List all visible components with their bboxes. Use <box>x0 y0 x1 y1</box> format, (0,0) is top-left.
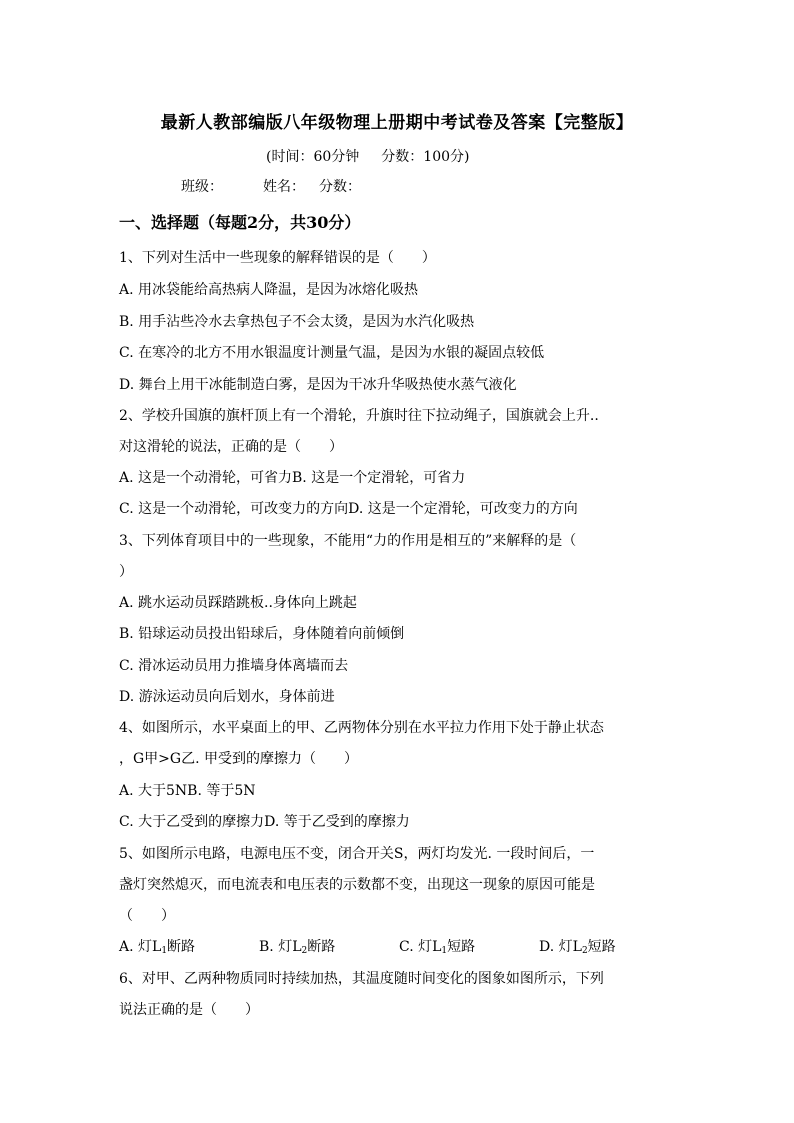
question-4-options-cd: C. 大于乙受到的摩擦力D. 等于乙受到的摩擦力 <box>119 814 410 830</box>
question-3-option-c: C. 滑冰运动员用力推墙身体离墙而去 <box>119 658 349 674</box>
question-4-stem-line2: ，G甲>G乙. 甲受到的摩擦力（ ） <box>119 751 358 767</box>
question-1-stem: 1、下列对生活中一些现象的解释错误的是（ ） <box>119 250 436 266</box>
question-1-option-b: B. 用手沾些冷水去拿热包子不会太烫，是因为水汽化吸热 <box>119 314 475 330</box>
question-5-stem-line1: 5、如图所示电路，电源电压不变，闭合开关S，两灯均发光. 一段时间后，一 <box>119 846 595 862</box>
student-info <box>181 176 361 196</box>
question-5-stem-line2: 盏灯突然熄灭，而电流表和电压表的示数都不变，出现这一现象的原因可能是 <box>119 877 595 893</box>
question-5-option-d: D. 灯$L_2$短路 <box>539 939 616 956</box>
section-heading: 一、选择题（每题2分，共30分） <box>119 213 361 232</box>
score-label: 分数： <box>319 179 361 195</box>
question-1-option-d: D. 舞台上用干冰能制造白雾，是因为干冰升华吸热使水蒸气液化 <box>119 377 517 393</box>
question-3-stem-line1: 3、下列体育项目中的一些现象，不能用“力的作用是相互的”来解释的是（ <box>119 533 577 549</box>
question-3-option-b: B. 铅球运动员投出铅球后，身体随着向前倾倒 <box>119 626 405 642</box>
question-6-stem-line2: 说法正确的是（ ） <box>119 1002 259 1018</box>
question-2-options-cd: C. 这是一个动滑轮，可改变力的方向D. 这是一个定滑轮，可改变力的方向 <box>119 501 578 517</box>
question-5-option-a: A. 灯$L_1$断路 <box>119 939 196 956</box>
question-2-options-ab: A. 这是一个动滑轮，可省力B. 这是一个定滑轮，可省力 <box>119 470 466 486</box>
question-5-option-b: B. 灯$L_2$断路 <box>259 939 336 956</box>
exam-meta <box>266 146 491 166</box>
question-1-option-a: A. 用冰袋能给高热病人降温，是因为冰熔化吸热 <box>119 282 419 298</box>
question-3-option-d: D. 游泳运动员向后划水，身体前进 <box>119 689 335 705</box>
total-score: 分数：100分) <box>381 149 470 165</box>
question-3-stem-line2: ） <box>119 564 133 580</box>
question-4-options-ab: A. 大于5NB. 等于5N <box>119 783 256 799</box>
time-limit: (时间：60分钟 <box>266 149 360 165</box>
question-3-option-a: A. 跳水运动员踩踏跳板..身体向上跳起 <box>119 595 357 611</box>
name-label: 姓名： <box>263 179 305 195</box>
exam-title: 最新人教部编版八年级物理上册期中考试卷及答案【完整版】 <box>160 113 634 133</box>
question-2-stem-line2: 对这滑轮的说法，正确的是（ ） <box>119 439 343 455</box>
class-label: 班级： <box>181 179 223 195</box>
question-5-stem-line3: （ ） <box>119 908 175 924</box>
question-5-option-c: C. 灯$L_1$短路 <box>399 939 476 956</box>
question-5-options <box>119 936 616 956</box>
question-4-stem-line1: 4、如图所示，水平桌面上的甲、乙两物体分别在水平拉力作用下处于静止状态 <box>119 720 604 736</box>
question-1-option-c: C. 在寒冷的北方不用水银温度计测量气温，是因为水银的凝固点较低 <box>119 345 545 361</box>
question-2-stem-line1: 2、学校升国旗的旗杆顶上有一个滑轮，升旗时往下拉动绳子，国旗就会上升.. <box>119 408 599 424</box>
question-6-stem-line1: 6、对甲、乙两种物质同时持续加热，其温度随时间变化的图象如图所示，下列 <box>119 971 604 987</box>
